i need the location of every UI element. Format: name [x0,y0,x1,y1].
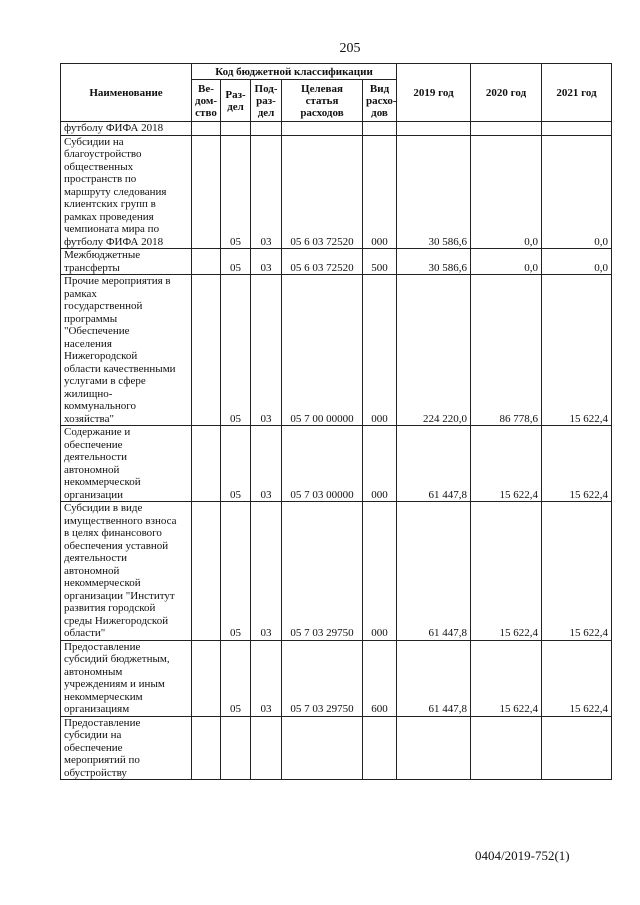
cell-vedomstvo [192,426,221,502]
text-line: некоммерческим [64,690,143,703]
text-line: дел [257,106,275,119]
cell-razdel: 05 [221,640,251,716]
text-line: расходов [300,106,344,119]
text-line: организации [64,488,124,501]
cell-2019: 61 447,8 [397,640,471,716]
table-row [61,135,612,249]
text-line: программы [64,312,118,325]
cell-2019: 61 447,8 [397,502,471,641]
text-line: автономной [64,463,120,476]
text-line: обеспечение [64,438,123,451]
text-line: области" [64,627,106,639]
text-line: учреждениям и иным [64,678,165,690]
cell-vid-raskhodov: 600 [363,640,397,716]
text-line: Под- [254,82,278,95]
cell-vedomstvo [192,716,221,780]
text-line: имущественного взноса [64,514,177,527]
cell-razdel: 05 [221,502,251,641]
table-row [61,716,612,780]
cell-tselevaya-statya: 05 7 00 00000 [282,275,363,426]
cell-2020: 0,0 [471,135,542,249]
text-line: области качественными [64,362,176,375]
document-code: 0404/2019-752(1) [475,848,570,863]
cell-name [61,135,192,249]
text-line: Вид [369,82,390,95]
cell-2020: 0,0 [471,249,542,275]
cell-podrazdel: 03 [251,135,282,249]
cell-vedomstvo [192,249,221,275]
cell-vid-raskhodov: 500 [363,249,397,275]
cell-tselevaya-statya: 05 7 03 00000 [282,426,363,502]
cell-2021: 15 622,4 [542,275,612,426]
text-line: мероприятий по [64,754,140,766]
cell-podrazdel: 03 [251,640,282,716]
header-tselevaya-statya [282,80,363,122]
cell-name [61,122,192,136]
cell-podrazdel: 03 [251,502,282,641]
cell-2019: 30 586,6 [397,135,471,249]
cell-2020: 15 622,4 [471,640,542,716]
text-line: раз- [256,94,276,107]
cell-vid-raskhodov [363,122,397,136]
text-line: общественных [64,160,134,173]
cell-2019: 61 447,8 [397,426,471,502]
text-line: чемпионата мира по [64,223,160,235]
cell-razdel [221,122,251,136]
cell-vedomstvo [192,640,221,716]
cell-name [61,716,192,780]
cell-tselevaya-statya: 05 7 03 29750 [282,502,363,641]
text-line: организациям [64,703,130,715]
header-podrazdel [251,80,282,122]
cell-razdel: 05 [221,275,251,426]
text-line: некоммерческой [64,476,141,488]
text-line: автономной [64,564,120,577]
text-line: Раз- [225,88,246,101]
text-line: "Обеспечение [64,325,130,337]
cell-2021 [542,716,612,780]
cell-podrazdel: 03 [251,275,282,426]
text-line: Нижегородской [64,350,138,362]
header-vedomstvo [192,80,221,122]
header-2020: 2020 год [471,64,542,122]
page-number: 205 [339,41,361,56]
text-line: ство [195,106,217,119]
cell-tselevaya-statya: 05 6 03 72520 [282,135,363,249]
cell-vedomstvo [192,122,221,136]
header-2021: 2021 год [542,64,612,122]
cell-tselevaya-statya [282,122,363,136]
header-razdel [221,80,251,122]
table-row [61,640,612,716]
text-line: Ве- [198,82,214,95]
text-line: Содержание и [64,426,131,438]
text-line: государственной [64,300,143,312]
text-line: обеспечения уставной [64,539,169,552]
text-line: некоммерческой [64,577,141,589]
cell-2019 [397,716,471,780]
cell-vid-raskhodov [363,716,397,780]
cell-tselevaya-statya [282,716,363,780]
text-line: жилищно- [64,387,113,400]
cell-razdel [221,716,251,780]
text-line: услугами в сфере [64,375,146,387]
cell-vedomstvo [192,135,221,249]
text-line: организации "Институт [64,589,175,602]
text-line: Целевая [301,82,343,95]
table-row [61,426,612,502]
cell-podrazdel: 03 [251,426,282,502]
text-line: Субсидии в виде [64,502,143,514]
text-line: деятельности [64,451,127,463]
cell-2020: 15 622,4 [471,426,542,502]
text-line: пространств по [64,173,137,185]
text-line: статья [305,94,339,107]
text-line: населения [64,337,112,350]
text-line: субсидии на [64,729,122,741]
text-line: субсидий бюджетным, [64,653,170,665]
cell-tselevaya-statya: 05 6 03 72520 [282,249,363,275]
text-line: Прочие мероприятия в [64,275,171,287]
cell-vedomstvo [192,502,221,641]
cell-2021: 0,0 [542,249,612,275]
text-line: Предоставление [64,716,141,729]
cell-vid-raskhodov: 000 [363,275,397,426]
text-line: коммунального [64,400,136,412]
header-name: Наименование [61,64,192,122]
cell-2021: 15 622,4 [542,426,612,502]
text-line: дов [371,106,388,119]
cell-name [61,249,192,275]
cell-razdel: 05 [221,426,251,502]
text-line: маршруту следования [64,185,167,198]
text-line: благоустройство [64,148,142,160]
table-header [61,64,612,122]
cell-name [61,640,192,716]
text-line: трансферты [64,261,120,274]
cell-name [61,426,192,502]
cell-2020 [471,716,542,780]
cell-razdel: 05 [221,135,251,249]
cell-razdel: 05 [221,249,251,275]
cell-2019: 30 586,6 [397,249,471,275]
text-line: развития городской [64,602,156,614]
text-line: Предоставление [64,640,141,653]
text-line: автономным [64,665,123,678]
text-line: хозяйства" [64,412,114,425]
table-row [61,249,612,275]
text-line: обустройству [64,766,127,779]
text-line: дом- [195,94,218,107]
header-budget-code: Код бюджетной классификации [192,64,397,80]
cell-2021: 15 622,4 [542,640,612,716]
text-line: среды Нижегородской [64,614,169,627]
header-vid-raskhodov [363,80,397,122]
header-2019: 2019 год [397,64,471,122]
cell-2020 [471,122,542,136]
cell-2019 [397,122,471,136]
text-line: дел [227,100,244,113]
text-line: футболу ФИФА 2018 [64,122,164,134]
cell-name [61,275,192,426]
cell-2019: 224 220,0 [397,275,471,426]
text-line: Субсидии на [64,135,124,148]
table-row [61,122,612,136]
cell-podrazdel: 03 [251,249,282,275]
text-line: рамках [64,287,97,300]
cell-vid-raskhodov: 000 [363,135,397,249]
cell-vid-raskhodov: 000 [363,426,397,502]
cell-podrazdel [251,716,282,780]
text-line: расхо- [366,94,397,107]
cell-vedomstvo [192,275,221,426]
cell-2021: 15 622,4 [542,502,612,641]
text-line: футболу ФИФА 2018 [64,235,164,248]
cell-podrazdel [251,122,282,136]
cell-2020: 15 622,4 [471,502,542,641]
cell-2021: 0,0 [542,135,612,249]
text-line: в целях финансового [64,527,162,539]
text-line: деятельности [64,552,127,564]
cell-tselevaya-statya: 05 7 03 29750 [282,640,363,716]
text-line: Межбюджетные [64,249,141,261]
budget-table [60,63,612,780]
text-line: клиентских групп в [64,198,156,210]
text-line: рамках проведения [64,210,154,223]
table-row [61,502,612,641]
cell-name [61,502,192,641]
cell-2020: 86 778,6 [471,275,542,426]
cell-2021 [542,122,612,136]
table-row [61,275,612,426]
cell-vid-raskhodov: 000 [363,502,397,641]
table-body [61,122,612,780]
text-line: обеспечение [64,741,123,754]
